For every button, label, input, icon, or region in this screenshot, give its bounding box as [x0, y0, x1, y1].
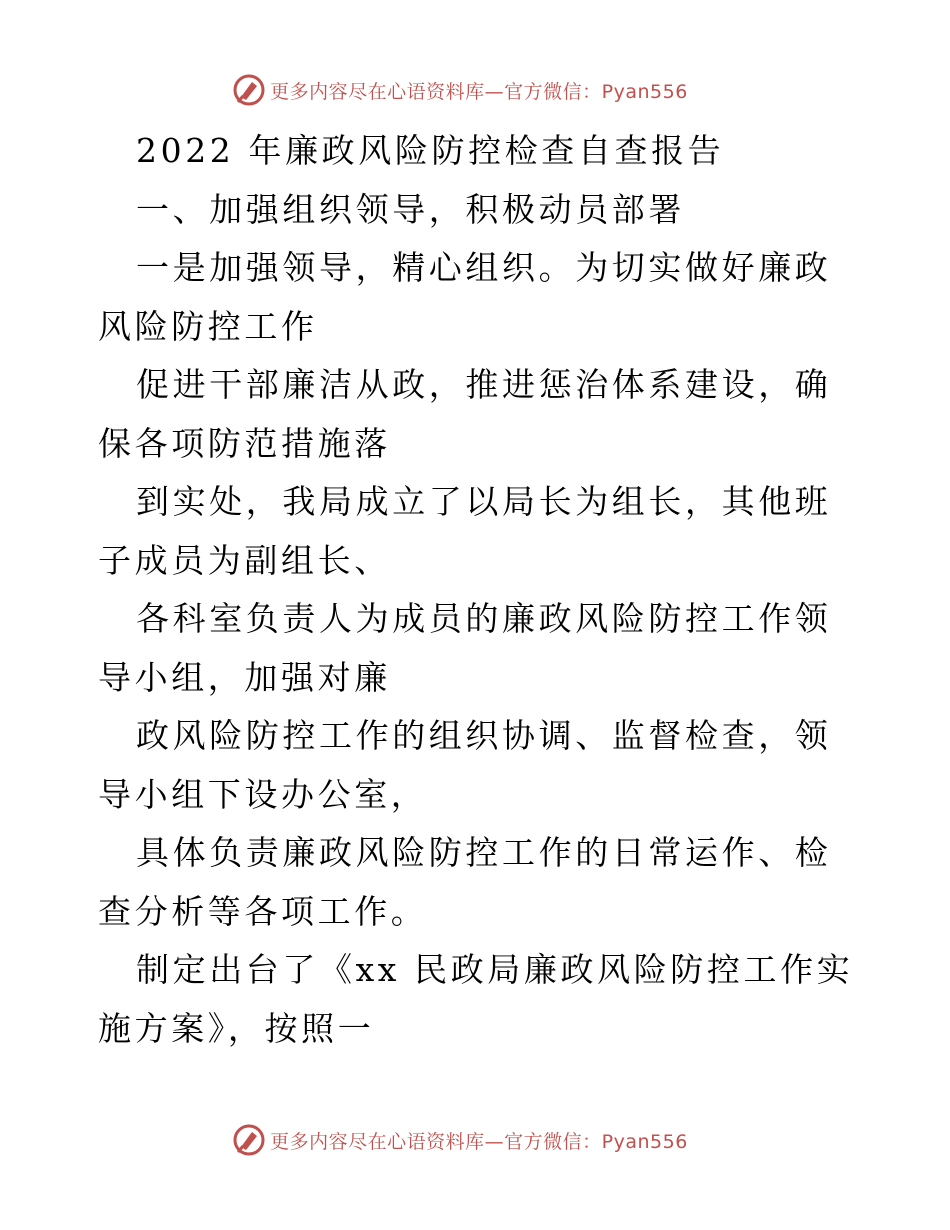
footer-watermark: [0, 1120, 950, 1160]
watermark-text: 更多内容尽在心语资料库—官方微信：Pyan556: [270, 1130, 688, 1153]
paragraph: 一、加强组织领导，积极动员部署: [136, 189, 685, 229]
pen-nib-logo-icon: [232, 73, 266, 107]
header-watermark: [0, 70, 950, 110]
pen-nib-logo-icon: [232, 1123, 266, 1157]
paragraph: 一是加强领导，精心组织。为切实做好廉政风险防控工作: [98, 248, 832, 346]
paragraph: 到实处，我局成立了以局长为组长，其他班子成员为副组长、: [98, 482, 832, 580]
paragraph: 各科室负责人为成员的廉政风险防控工作领导小组，加强对廉: [98, 599, 832, 697]
paragraph: 制定出台了《xx 民政局廉政风险防控工作实施方案》，按照一: [98, 950, 854, 1048]
paragraph: 具体负责廉政风险防控工作的日常运作、检查分析等各项工作。: [98, 833, 832, 931]
paragraph: 促进干部廉洁从政，推进惩治体系建设，确保各项防范措施落: [98, 365, 832, 463]
watermark-text: 更多内容尽在心语资料库—官方微信：Pyan556: [270, 80, 688, 103]
paragraph: 政风险防控工作的组织协调、监督检查，领导小组下设办公室，: [98, 716, 832, 814]
document-title: 2022 年廉政风险防控检查自查报告: [136, 131, 725, 170]
document-body: [98, 122, 856, 1058]
